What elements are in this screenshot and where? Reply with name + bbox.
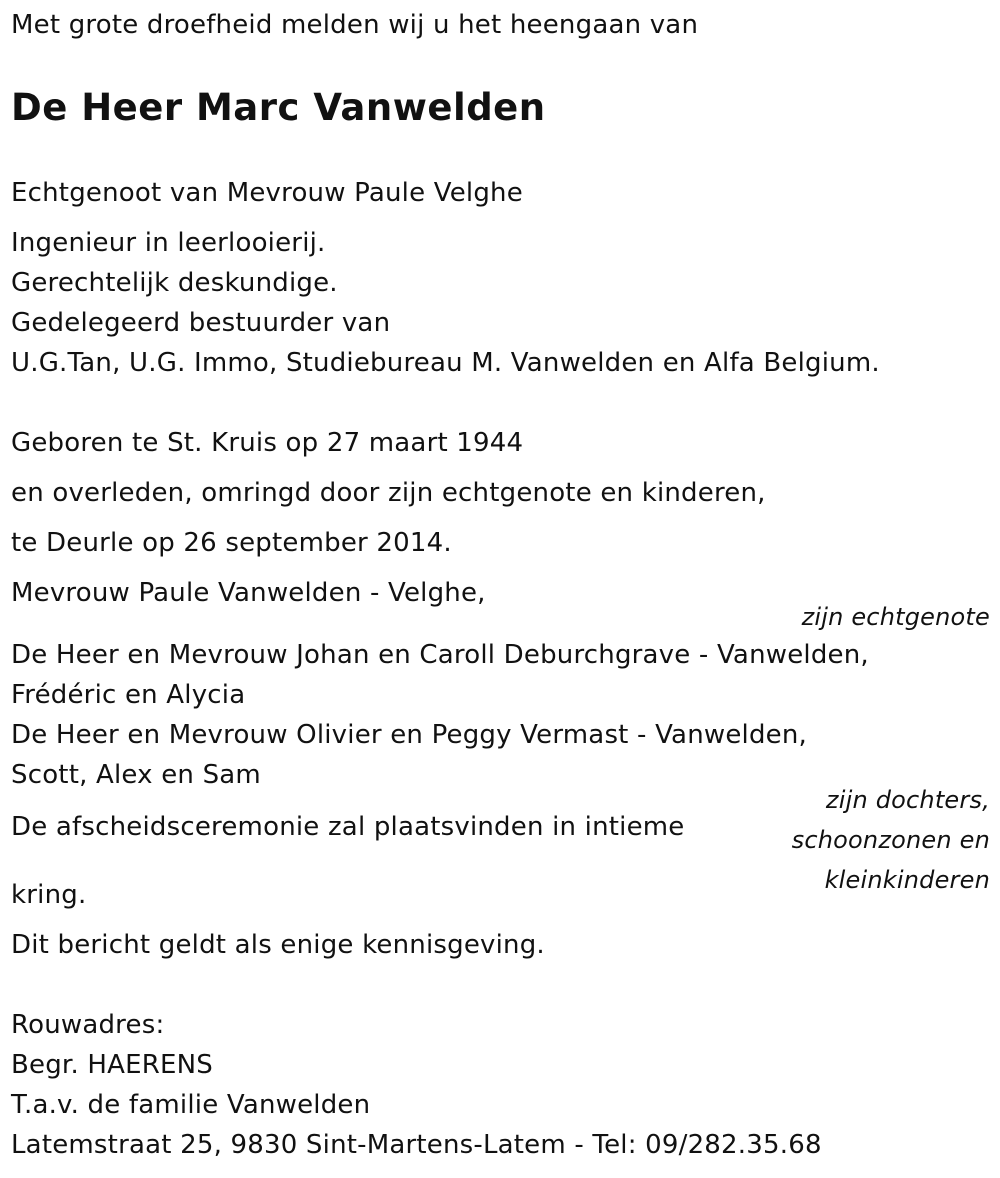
children-line: Scott, Alex en Sam (11, 760, 261, 790)
profession-line: U.G.Tan, U.G. Immo, Studiebureau M. Vanwelden en Alfa Belgium. (11, 348, 880, 378)
children-line: De Heer en Mevrouw Olivier en Peggy Vermast - Vanwelden, (11, 720, 807, 750)
address-line: Latemstraat 25, 9830 Sint-Martens-Latem - Tel: 09/282.35.68 (11, 1130, 822, 1160)
deceased-name: De Heer Marc Vanwelden (11, 86, 546, 129)
children-line: De Heer en Mevrouw Johan en Caroll Deburchgrave - Vanwelden, (11, 640, 869, 670)
ceremony-line: De afscheidsceremonie zal plaatsvinden in intieme (11, 812, 685, 842)
profession-line: Ingenieur in leerlooierij. (11, 228, 326, 258)
children-relation-line: zijn dochters, (825, 786, 990, 814)
spouse-line: Echtgenoot van Mevrouw Paule Velghe (11, 178, 523, 208)
notice-text: Dit bericht geldt als enige kennisgeving. (11, 930, 545, 960)
birth-line: Geboren te St. Kruis op 27 maart 1944 (11, 428, 524, 458)
intro-text: Met grote droefheid melden wij u het heengaan van (11, 10, 699, 40)
children-line: Frédéric en Alycia (11, 680, 246, 710)
address-line: Begr. HAERENS (11, 1050, 213, 1080)
spouse-name: Mevrouw Paule Vanwelden - Velghe, (11, 578, 486, 608)
address-line: T.a.v. de familie Vanwelden (11, 1090, 371, 1120)
children-relation-line: kleinkinderen (824, 866, 990, 894)
children-relation-line: schoonzonen en (791, 826, 990, 854)
profession-line: Gerechtelijk deskundige. (11, 268, 338, 298)
spouse-relation: zijn echtgenote (801, 603, 990, 631)
children-relation (792, 780, 990, 900)
ceremony-line: kring. (11, 880, 87, 910)
address-label: Rouwadres: (11, 1010, 165, 1040)
profession-line: Gedelegeerd bestuurder van (11, 308, 391, 338)
death-line: en overleden, omringd door zijn echtgenote en kinderen, (11, 478, 766, 508)
death-line: te Deurle op 26 september 2014. (11, 528, 452, 558)
